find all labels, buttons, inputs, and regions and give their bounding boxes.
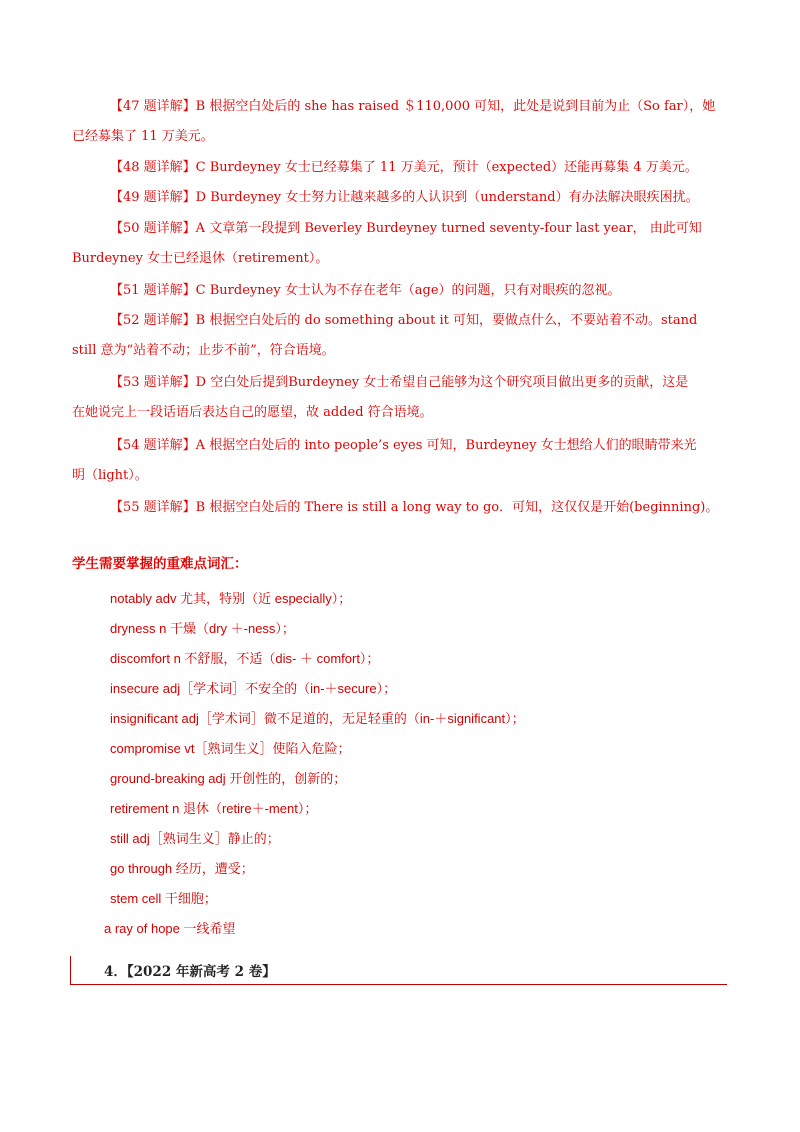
answer-line: 【52 题详解】B 根据空白处后的 do something about it 可知，要做点什么，不要站着不动。stand (110, 313, 698, 328)
vocab-item: discomfort n 不舒服，不适（dis- ＋ comfort）； (110, 651, 380, 666)
answer-47 (72, 92, 728, 152)
section-title: 4．【2022 年新高考 2 卷】 (104, 964, 276, 980)
answer-line: 【47 题详解】B 根据空白处后的 she has raised ＄110,000 可知，此处是说到目前为止（So far），她 (110, 99, 716, 114)
answer-54 (72, 431, 728, 491)
vocab-item: still adj［熟词生义］静止的； (110, 831, 280, 846)
answer-line: 【54 题详解】A 根据空白处后的 into people’s eyes 可知，Burdeyney 女士想给人们的眼睛带来光 (110, 438, 697, 453)
answer-50 (72, 214, 728, 274)
answer-53 (72, 368, 728, 428)
vocab-heading: 学生需要掌握的重难点词汇： (72, 556, 248, 572)
answer-line: still 意为“站着不动；止步不前”，符合语境。 (72, 343, 335, 358)
answer-line: 【50 题详解】A 文章第一段提到 Beverley Burdeyney turned seventy-four last year， 由此可知 (110, 221, 702, 236)
answer-line: 【55 题详解】B 根据空白处后的 There is still a long way to go．可知，这仅仅是开始(beginning)。 (110, 500, 719, 515)
vocab-item: insignificant adj［学术词］微不足道的，无足轻重的（in-＋significant）； (110, 711, 525, 726)
answer-line: 在她说完上一段话语后表达自己的愿望，故 added 符合语境。 (72, 405, 433, 420)
vocab-item: compromise vt［熟词生义］使陷入危险； (110, 741, 351, 756)
answer-line: Burdeyney 女士已经退休（retirement）。 (72, 251, 329, 266)
answer-line: 已经募集了 11 万美元。 (72, 129, 214, 144)
answer-line: 【53 题详解】D 空白处后提到Burdeyney 女士希望自己能够为这个研究项目做出更多的贡献，这是 (110, 375, 689, 390)
answer-line: 【49 题详解】D Burdeyney 女士努力让越来越多的人认识到（understand）有办法解决眼疾困扰。 (110, 190, 699, 205)
vocab-item: dryness n 干燥（dry ＋-ness）； (110, 621, 295, 636)
answer-51 (72, 276, 728, 306)
answer-48 (72, 153, 728, 183)
vocab-item: insecure adj［学术词］不安全的（in-＋secure）； (110, 681, 397, 696)
answer-line: 【48 题详解】C Burdeyney 女士已经募集了 11 万美元，预计（expected）还能再募集 4 万美元。 (110, 160, 698, 175)
vocab-item: go through 经历，遭受； (110, 861, 254, 876)
vocab-item: notably adv 尤其，特别（近 especially）； (110, 591, 352, 606)
vocab-item: retirement n 退休（retire＋-ment）； (110, 801, 318, 816)
vocab-item: a ray of hope 一线希望 (104, 921, 236, 936)
answer-55 (72, 493, 728, 523)
vocab-item: ground-breaking adj 开创性的，创新的； (110, 771, 347, 786)
vocab-item: stem cell 干细胞； (110, 891, 217, 906)
answer-line: 明（light）。 (72, 468, 148, 483)
answer-line: 【51 题详解】C Burdeyney 女士认为不存在老年（age）的问题，只有对眼疾的忽视。 (110, 283, 621, 298)
answer-52 (72, 306, 728, 366)
answer-49 (72, 183, 728, 213)
